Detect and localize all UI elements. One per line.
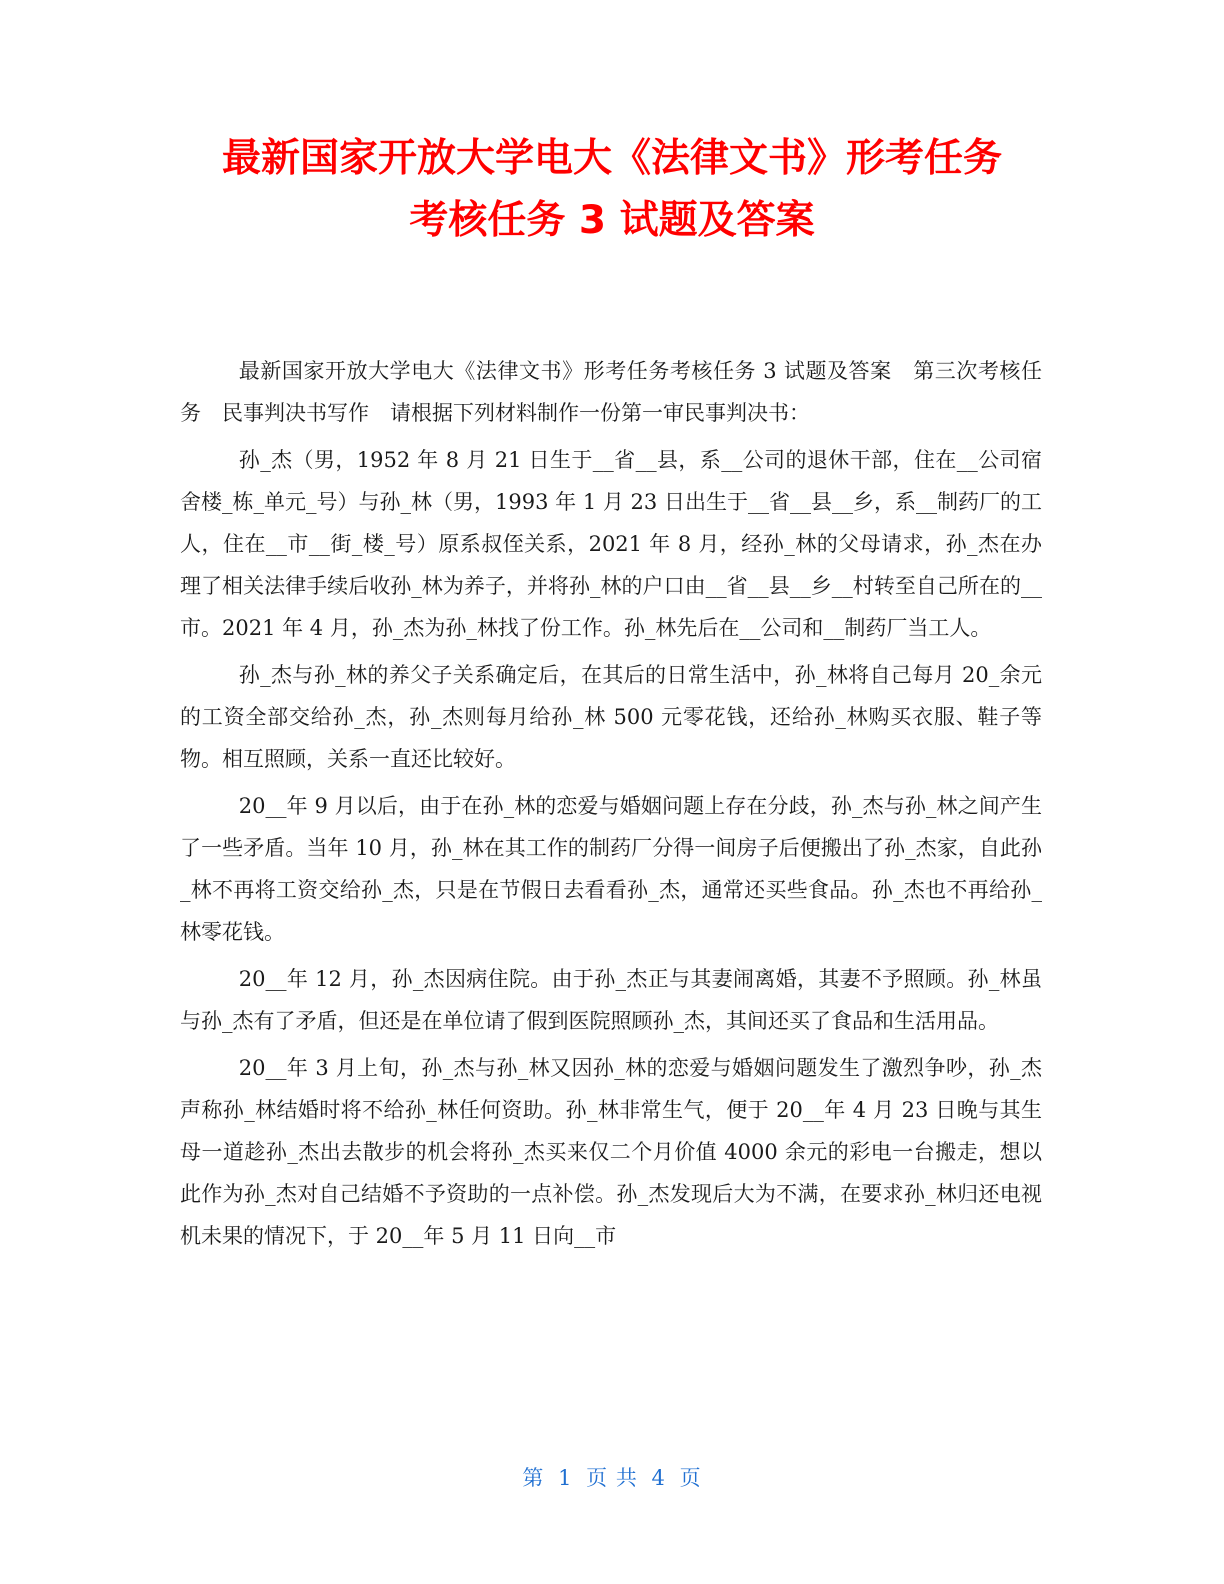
footer-label-of: 页 共 — [586, 1466, 638, 1490]
page-footer — [0, 1462, 1224, 1492]
paragraph-intro: 最新国家开放大学电大《法律文书》形考任务考核任务 3 试题及答案 第三次考核任务 民事判决书写作 请根据下列材料制作一份第一审民事判决书： — [180, 359, 1042, 425]
document-body — [180, 350, 1042, 1262]
footer-label-page: 第 — [522, 1466, 545, 1490]
paragraph-dispute: 20__年 3 月上旬，孙_杰与孙_林又因孙_林的恋爱与婚姻问题发生了激烈争吵，孙_杰声称孙_林结婚时将不给孙_林任何资助。孙_林非常生气，便于 20__年 4 月 23 日晚与其生母一道趁孙_杰出去散步的机会将孙_杰买来仅二个月价值 4000 余元的彩电一台搬走，想以此作为孙_杰对自己结婚不予资助的一点补偿。孙_杰发现后大为不满，在要求孙_林归还电视机未果的情况下，于 20__年 5 月 11 日向__市 — [180, 1056, 1042, 1248]
paragraph-conflict: 20__年 9 月以后，由于在孙_林的恋爱与婚姻问题上存在分歧，孙_杰与孙_林之间产生了一些矛盾。当年 10 月，孙_林在其工作的制药厂分得一间房子后便搬出了孙_杰家，自此孙_林不再将工资交给孙_杰，只是在节假日去看看孙_杰，通常还买些食品。孙_杰也不再给孙_林零花钱。 — [180, 794, 1042, 944]
document-title — [150, 128, 1074, 252]
title-line-2: 考核任务 3 试题及答案 — [409, 198, 815, 243]
paragraph-hospital: 20__年 12 月，孙_杰因病住院。由于孙_杰正与其妻闹离婚，其妻不予照顾。孙_林虽与孙_杰有了矛盾，但还是在单位请了假到医院照顾孙_杰，其间还买了食品和生活用品。 — [180, 967, 1042, 1033]
paragraph-background: 孙_杰（男，1952 年 8 月 21 日生于__省__县，系__公司的退休干部，住在__公司宿舍楼_栋_单元_号）与孙_林（男，1993 年 1 月 23 日出生于__省__县__乡，系__制药厂的工人，住在__市__街_楼_号）原系叔侄关系，2021 年 8 月，经孙_林的父母请求，孙_杰在办理了相关法律手续后收孙_林为养子，并将孙_林的户口由__省__县__乡__村转至自己所在的__市。2021 年 4 月，孙_杰为孙_林找了份工作。孙_林先后在__公司和__制药厂当工人。 — [180, 448, 1042, 640]
footer-current-page: 1 — [558, 1466, 573, 1490]
paragraph-relationship: 孙_杰与孙_林的养父子关系确定后，在其后的日常生活中，孙_林将自己每月 20_余元的工资全部交给孙_杰，孙_杰则每月给孙_林 500 元零花钱，还给孙_林购买衣服、鞋子等物。相互照顾，关系一直还比较好。 — [180, 663, 1042, 771]
footer-total-pages: 4 — [651, 1466, 666, 1490]
title-line-1: 最新国家开放大学电大《法律文书》形考任务 — [221, 136, 1002, 181]
footer-label-pages: 页 — [679, 1466, 702, 1490]
